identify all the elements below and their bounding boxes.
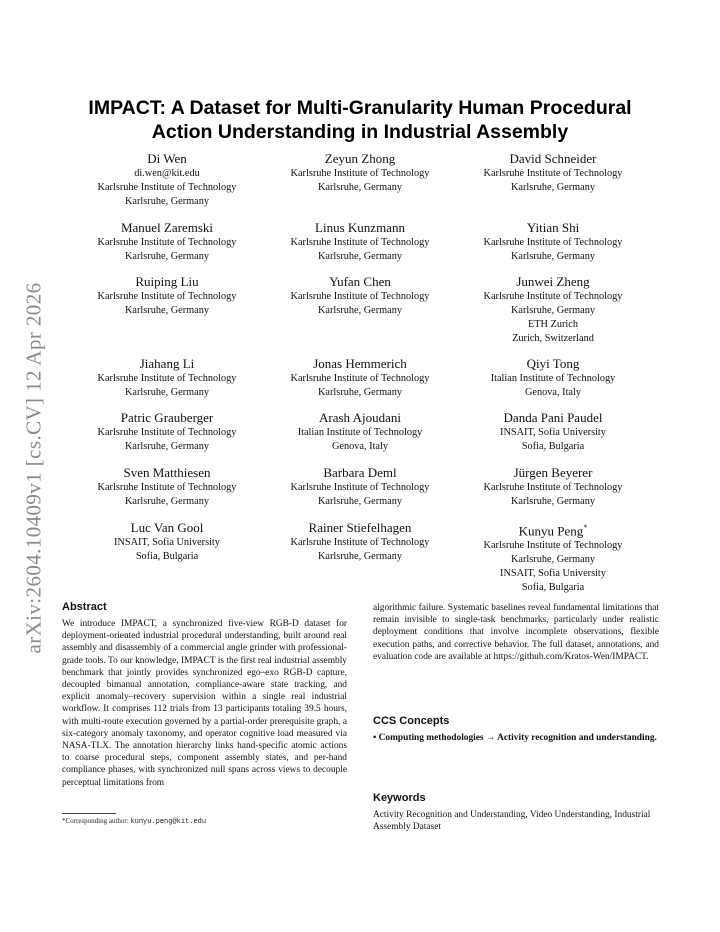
author-entry [458,151,648,195]
ccs-concepts-item: • Computing methodologies → Activity recognition and understanding. [373,733,657,743]
author-affiliation-line: INSAIT, Sofia University [500,568,606,580]
author-affiliation-line: Sofia, Bulgaria [521,441,585,452]
author-entry [458,520,648,595]
author-affiliation-line: Karlsruhe, Germany [510,182,596,193]
author-affiliation-line: Karlsruhe, Germany [317,387,403,398]
author-entry [265,520,455,564]
author-affiliation-line: Italian Institute of Technology [297,427,423,438]
author-name: Danda Pani Paudel [503,410,603,425]
author-affiliation-line: Karlsruhe Institute of Technology [97,237,237,248]
author-affiliation-line: Karlsruhe, Germany [317,496,403,507]
author-affiliation-line: Karlsruhe, Germany [124,251,210,262]
author-affiliation-line: ETH Zurich [527,319,579,330]
author-affiliation-line: Karlsruhe Institute of Technology [483,540,623,552]
author-affiliation-line: Karlsruhe Institute of Technology [290,373,430,384]
author-entry [72,274,262,318]
author-affiliation-line: Karlsruhe, Germany [124,441,210,452]
author-entry [72,465,262,509]
author-affiliation-line: Karlsruhe, Germany [510,496,596,507]
author-entry [265,356,455,400]
author-name: Barbara Deml [323,465,397,480]
author-affiliation-line: di.wen@kit.edu [134,168,200,179]
author-name: Jürgen Beyerer [513,465,593,480]
author-affiliation-line: Karlsruhe, Germany [317,251,403,262]
author-name: Jonas Hemmerich [313,356,407,371]
author-name: Kunyu Peng [518,523,584,539]
arxiv-identifier-text: arXiv:2604.10409v1 [cs.CV] 12 Apr 2026 [21,282,46,654]
author-affiliation-line: Karlsruhe Institute of Technology [290,537,430,548]
author-entry [458,465,648,509]
corresponding-author-mark: * [583,523,588,532]
author-affiliation-line: Karlsruhe Institute of Technology [97,482,237,493]
author-affiliation-line: Italian Institute of Technology [490,373,616,384]
author-entry [265,410,455,454]
author-affiliation-line: Karlsruhe Institute of Technology [97,182,237,193]
paper-title: IMPACT: A Dataset for Multi-Granularity Human Procedural Action Understanding in Industrial Assembly [88,97,632,143]
author-entry [72,356,262,400]
author-entry [72,151,262,209]
author-affiliation-line: Karlsruhe Institute of Technology [483,482,623,493]
author-name: Qiyi Tong [526,356,580,371]
ccs-concepts-heading: CCS Concepts [373,715,450,727]
author-name: Yitian Shi [526,220,580,235]
author-affiliation-line: Sofia, Bulgaria [521,582,585,594]
author-name: Arash Ajoudani [319,410,401,425]
author-name: Di Wen [147,151,187,166]
author-entry [458,410,648,454]
abstract-continuation [373,602,659,663]
author-name: Ruiping Liu [135,274,199,289]
author-name: Linus Kunzmann [315,220,405,235]
footnote-rule [62,813,116,814]
keywords-heading: Keywords [373,792,426,804]
author-affiliation-line: Karlsruhe, Germany [317,305,403,316]
author-name: David Schneider [509,151,597,166]
author-name: Jiahang Li [139,356,195,371]
author-entry [265,220,455,264]
author-affiliation-line: Karlsruhe Institute of Technology [97,373,237,384]
author-affiliation-line: Karlsruhe, Germany [510,554,596,566]
author-name: Yufan Chen [329,274,391,289]
author-entry [265,274,455,318]
author-affiliation-line: Genova, Italy [524,387,582,398]
author-affiliation-line: Karlsruhe Institute of Technology [483,168,623,179]
author-affiliation-line: Karlsruhe Institute of Technology [483,237,623,248]
author-affiliation-line: INSAIT, Sofia University [500,427,606,438]
author-entry [458,274,648,346]
author-name: Rainer Stiefelhagen [308,520,412,535]
author-affiliation-line: Karlsruhe Institute of Technology [97,291,237,302]
author-entry [72,220,262,264]
author-name: Junwei Zheng [516,274,590,289]
author-affiliation-line: INSAIT, Sofia University [114,537,220,548]
author-affiliation-line: Genova, Italy [331,441,389,452]
author-name: Patric Grauberger [120,410,214,425]
author-name: Luc Van Gool [130,520,204,535]
abstract-text-right: algorithmic failure. Systematic baselines reveal fundamental limitations that remain invisible to single-task benchmarks, particularly under realistic deployment conditions that involve incomplete observations, flexible execution paths, and corrective behavior. The full dataset, annotations, and evaluation code are available at https://github.com/Kratos-Wen/IMPACT. [373,603,659,662]
author-affiliation-line: Sofia, Bulgaria [135,551,199,562]
author-affiliation-line: Karlsruhe, Germany [317,182,403,193]
author-affiliation-line: Karlsruhe, Germany [124,496,210,507]
author-entry [458,356,648,400]
author-name: Manuel Zaremski [120,220,214,235]
author-affiliation-line: Karlsruhe Institute of Technology [290,237,430,248]
author-entry [265,151,455,195]
abstract-section [62,601,347,789]
author-name: Zeyun Zhong [324,151,396,166]
author-affiliation-line: Karlsruhe, Germany [124,387,210,398]
author-affiliation-line: Karlsruhe, Germany [124,305,210,316]
author-affiliation-line: Karlsruhe, Germany [124,196,210,207]
author-affiliation-line: Karlsruhe Institute of Technology [97,427,237,438]
author-entry [265,465,455,509]
author-affiliation-line: Karlsruhe, Germany [510,251,596,262]
author-affiliation-line: Zurich, Switzerland [512,333,594,344]
arxiv-identifier-stamp [16,258,52,678]
author-affiliation-line: Karlsruhe, Germany [317,551,403,562]
author-affiliation-line: Karlsruhe Institute of Technology [290,291,430,302]
footnote-label: *Corresponding author: [62,817,131,825]
abstract-text-left: We introduce IMPACT, a synchronized five-view RGB-D dataset for deployment-oriented industrial procedural understanding, built around real assembly and disassembly of a commercial angle grinder with professional-grade tools. To our knowledge, IMPACT is the first real industrial assembly benchmark that jointly provides synchronized ego–exo RGB-D capture, decoupled bimanual annotation, compliance-aware state tracking, and explicit anomaly–recovery supervision within a single real industrial workflow. It comprises 112 trials from 13 participants totaling 39.5 hours, with multi-route execution governed by a partial-order prerequisite graph, a six-category anomaly taxonomy, and operator cognitive load measured via NASA-TLX. The annotation hierarchy links hand-specific atomic actions to coarse procedural steps, component assembly states, and per-hand compliance phases, with synchronized null spans across views to decouple perceptual limitations from [62,619,347,788]
keywords-section [373,792,659,833]
author-name: Sven Matthiesen [123,465,211,480]
author-affiliation-line: Karlsruhe, Germany [510,305,596,316]
footnote-email: kunyu.peng@kit.edu [130,818,207,826]
keywords-text: Activity Recognition and Understanding, Video Understanding, Industrial Assembly Dataset [373,810,651,833]
footnote [62,817,347,827]
author-entry [72,520,262,564]
author-affiliation-line: Karlsruhe Institute of Technology [290,168,430,179]
ccs-concepts-section [373,715,659,744]
author-affiliation-line: Karlsruhe Institute of Technology [483,291,623,302]
author-entry [458,220,648,264]
author-affiliation-line: Karlsruhe Institute of Technology [290,482,430,493]
abstract-heading: Abstract [62,601,107,613]
author-entry [72,410,262,454]
